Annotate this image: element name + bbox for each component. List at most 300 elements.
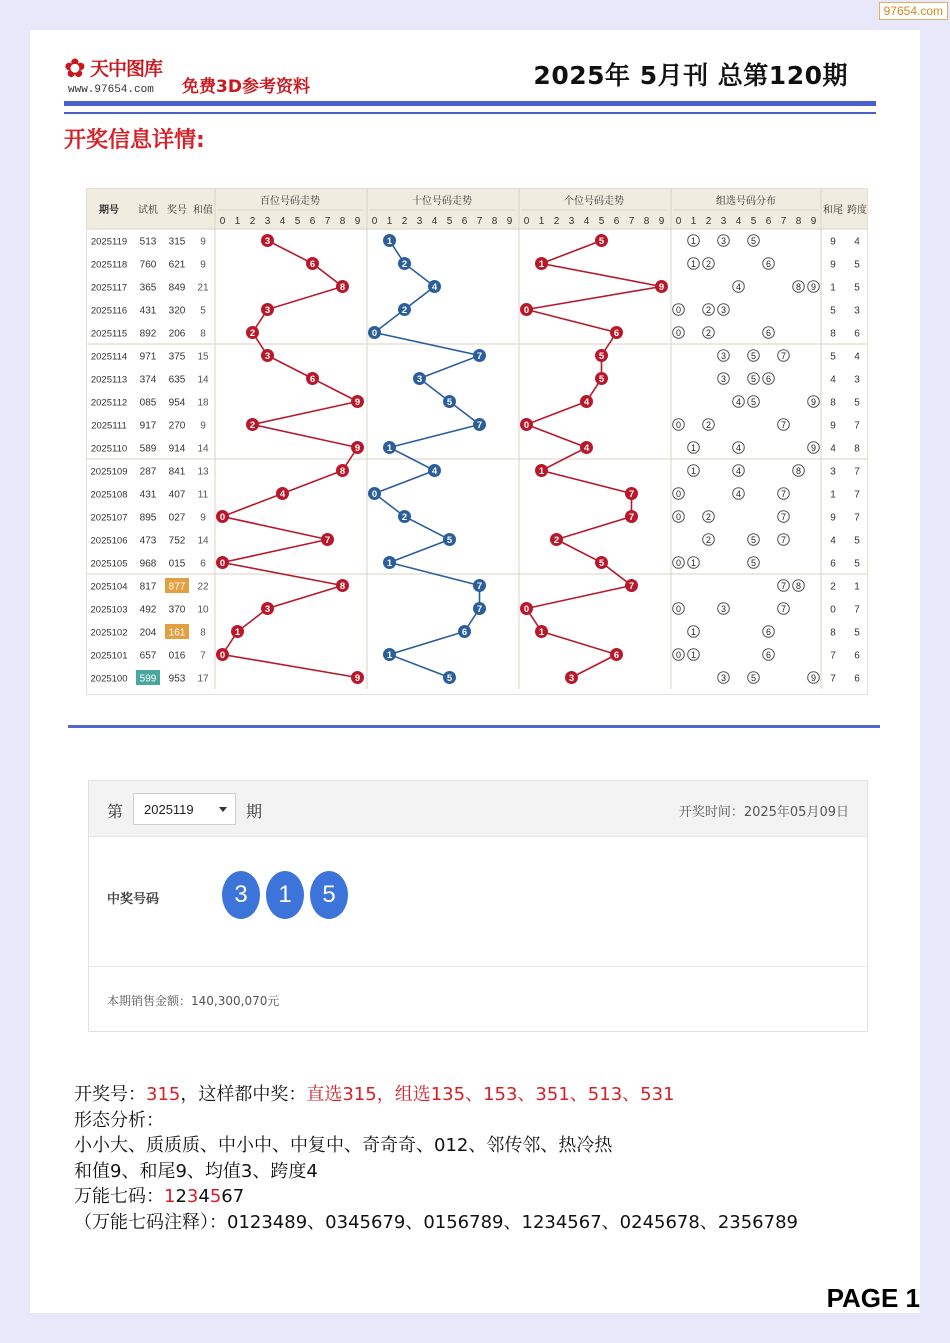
prize-ball: 3 <box>222 871 260 919</box>
cell-period: 2025101 <box>90 650 128 662</box>
prize-ball: 5 <box>310 871 348 919</box>
cell-trial: 431 <box>139 305 157 317</box>
group-mark-digit: 9 <box>810 282 817 292</box>
prize-number-label: 中奖号码 <box>107 892 160 907</box>
cell-period: 2025102 <box>90 627 128 639</box>
cell-sum: 17 <box>197 673 209 685</box>
seven-code <box>164 1186 244 1207</box>
cell-draw: 954 <box>168 397 186 409</box>
draw-lookup-panel <box>88 780 868 1032</box>
cell-sum: 9 <box>200 512 206 524</box>
cell-span: 5 <box>854 282 860 294</box>
group-mark-digit: 9 <box>810 443 817 453</box>
header-hundreds: 百位号码走势 <box>260 196 320 207</box>
group-mark-digit: 5 <box>750 535 757 545</box>
group-mark-digit: 5 <box>750 374 757 384</box>
group-mark-digit: 4 <box>735 489 742 499</box>
trend-ball-digit: 0 <box>371 489 378 500</box>
trend-ball-digit: 7 <box>476 604 483 615</box>
group-mark-digit: 4 <box>735 397 742 407</box>
trend-ball-digit: 9 <box>354 673 361 684</box>
cell-sum-tail: 9 <box>830 259 836 271</box>
header-sum-tail: 和尾 <box>823 205 843 216</box>
digit-header: 4 <box>735 216 742 227</box>
trend-ball-digit: 2 <box>401 259 408 270</box>
trend-ball-digit: 3 <box>568 673 575 684</box>
digit-header: 3 <box>416 216 423 227</box>
cell-span: 5 <box>854 558 860 570</box>
cell-sum-tail: 5 <box>830 305 836 317</box>
trend-ball-digit: 0 <box>219 558 226 569</box>
cell-sum: 9 <box>200 236 206 248</box>
winning-mid: ，这样都中奖： <box>180 1084 307 1105</box>
group-mark-digit: 3 <box>720 604 727 614</box>
trend-ball-digit: 3 <box>264 236 271 247</box>
cell-period: 2025104 <box>90 581 128 593</box>
cell-span: 5 <box>854 535 860 547</box>
cell-sum-tail: 7 <box>830 673 836 685</box>
cell-sum: 18 <box>197 397 209 409</box>
cell-span: 3 <box>854 374 860 386</box>
cell-trial: 365 <box>139 282 157 294</box>
period-select[interactable] <box>133 793 236 825</box>
cell-period: 2025111 <box>91 420 127 432</box>
trend-ball-digit: 1 <box>538 466 545 477</box>
winning-label: 开奖号： <box>74 1084 146 1105</box>
group-mark-digit: 0 <box>675 328 682 338</box>
group-mark-digit: 2 <box>705 259 712 269</box>
trend-ball-digit: 6 <box>461 627 468 638</box>
trend-ball-digit: 8 <box>339 466 346 477</box>
cell-period: 2025116 <box>90 305 128 317</box>
cell-sum-tail: 8 <box>830 328 836 340</box>
period-prefix: 第 <box>107 802 124 821</box>
header-trial: 试机 <box>138 205 158 216</box>
group-mark-digit: 7 <box>780 535 787 545</box>
trend-table <box>86 188 868 695</box>
header-units: 个位号码走势 <box>564 196 624 207</box>
digit-header: 0 <box>371 216 378 227</box>
cell-sum: 13 <box>197 466 209 478</box>
trend-ball-digit: 2 <box>553 535 560 546</box>
trend-ball-digit: 1 <box>386 443 393 454</box>
trend-ball-digit: 9 <box>354 397 361 408</box>
trend-ball-digit: 9 <box>658 282 665 293</box>
digit-header: 6 <box>613 216 620 227</box>
trend-ball-digit: 5 <box>598 351 605 362</box>
group-mark-digit: 6 <box>765 650 772 660</box>
group-mark-digit: 2 <box>705 512 712 522</box>
trend-ball-digit: 8 <box>339 282 346 293</box>
cell-sum: 11 <box>197 489 209 501</box>
analysis-line-form: 形态分析： <box>74 1109 164 1131</box>
cell-trial: 971 <box>139 351 157 363</box>
group-mark-digit: 2 <box>705 420 712 430</box>
page-number: PAGE 1 <box>826 1283 920 1313</box>
digit-header: 7 <box>628 216 635 227</box>
group-mark-digit: 6 <box>765 374 772 384</box>
cell-draw: 375 <box>168 351 186 363</box>
group-mark-digit: 4 <box>735 443 742 453</box>
header-span: 跨度 <box>847 205 867 216</box>
cell-sum-tail: 1 <box>830 489 836 501</box>
cell-sum: 7 <box>200 650 206 662</box>
group-mark-digit: 1 <box>690 650 697 660</box>
group-mark-digit: 3 <box>720 374 727 384</box>
cell-draw: 841 <box>168 466 186 478</box>
group-mark-digit: 9 <box>810 397 817 407</box>
cell-draw: 407 <box>168 489 186 501</box>
trend-ball-digit: 5 <box>446 397 453 408</box>
digit-header: 0 <box>219 216 226 227</box>
cell-span: 8 <box>854 443 860 455</box>
group-mark-digit: 1 <box>690 443 697 453</box>
cell-sum: 15 <box>197 351 209 363</box>
cell-span: 3 <box>854 305 860 317</box>
cell-sum-tail: 9 <box>830 512 836 524</box>
header-group: 组选号码分布 <box>716 196 776 207</box>
cell-span: 5 <box>854 397 860 409</box>
cell-draw: 320 <box>168 305 186 317</box>
group-mark-digit: 5 <box>750 236 757 246</box>
cell-sum: 9 <box>200 420 206 432</box>
header-tens: 十位号码走势 <box>412 196 472 207</box>
group-mark-digit: 5 <box>750 673 757 683</box>
group-mark-digit: 6 <box>765 627 772 637</box>
trend-ball-digit: 5 <box>598 558 605 569</box>
seven-code-digit: 2 <box>175 1186 187 1207</box>
group-mark-digit: 8 <box>795 581 802 591</box>
period-select-bar <box>89 781 867 837</box>
seven-code-digit: 1 <box>164 1186 176 1207</box>
magazine-page <box>30 30 920 1313</box>
cell-draw: 953 <box>168 673 186 685</box>
cell-span: 7 <box>854 489 860 501</box>
group-mark-digit: 1 <box>690 236 697 246</box>
analysis-line-seven-notes: （万能七码注释）：0123489、0345679、0156789、1234567、0245678、2356789 <box>74 1211 798 1233</box>
group-mark-digit: 4 <box>735 282 742 292</box>
trend-ball-digit: 5 <box>446 673 453 684</box>
cell-sum-tail: 9 <box>830 420 836 432</box>
cell-sum-tail: 4 <box>830 443 836 455</box>
digit-header: 5 <box>598 216 605 227</box>
group-mark-digit: 7 <box>780 489 787 499</box>
cell-sum-tail: 9 <box>830 236 836 248</box>
cell-draw: 015 <box>168 558 186 570</box>
group-mark-digit: 5 <box>750 558 757 568</box>
trend-ball-digit: 7 <box>628 512 635 523</box>
cell-sum-tail: 3 <box>830 466 836 478</box>
cell-period: 2025112 <box>90 397 128 409</box>
trend-chart-svg <box>87 189 867 694</box>
trend-ball-digit: 8 <box>339 581 346 592</box>
cell-span: 6 <box>854 650 860 662</box>
cell-sum-tail: 4 <box>830 535 836 547</box>
trend-ball-digit: 5 <box>598 374 605 385</box>
digit-header: 4 <box>583 216 590 227</box>
cell-trial: 204 <box>139 627 157 639</box>
seven-code-digit: 3 <box>186 1186 199 1207</box>
group-mark-digit: 0 <box>675 305 682 315</box>
trend-ball-digit: 3 <box>264 351 271 362</box>
digit-header: 5 <box>294 216 301 227</box>
analysis-block <box>74 1082 798 1235</box>
cell-sum: 9 <box>200 259 206 271</box>
cell-draw: 635 <box>168 374 186 386</box>
cell-sum: 8 <box>200 627 206 639</box>
digit-header: 9 <box>658 216 665 227</box>
cell-trial: 287 <box>139 466 157 478</box>
group-mark-digit: 7 <box>780 604 787 614</box>
cell-trial: 492 <box>139 604 157 616</box>
digit-header: 7 <box>780 216 787 227</box>
cell-period: 2025110 <box>90 443 128 455</box>
digit-header: 2 <box>553 216 560 227</box>
cell-draw: 270 <box>168 420 186 432</box>
cell-sum: 14 <box>197 535 209 547</box>
group-mark-digit: 7 <box>780 420 787 430</box>
group-mark-digit: 1 <box>690 259 697 269</box>
cell-period: 2025115 <box>90 328 128 340</box>
group-mark-digit: 0 <box>675 558 682 568</box>
sales-amount: 本期销售金额：140,300,070元 <box>107 994 280 1008</box>
cell-sum-tail: 7 <box>830 650 836 662</box>
cell-span: 5 <box>854 627 860 639</box>
cell-draw: 752 <box>168 535 186 547</box>
cell-sum-tail: 8 <box>830 397 836 409</box>
digit-header: 1 <box>386 216 393 227</box>
cell-span: 7 <box>854 604 860 616</box>
cell-sum-tail: 2 <box>830 581 836 593</box>
group-mark-digit: 3 <box>720 673 727 683</box>
group-mark-digit: 9 <box>810 673 817 683</box>
trend-ball-digit: 4 <box>431 466 438 477</box>
trend-ball-digit: 1 <box>538 627 545 638</box>
cell-trial: 817 <box>139 581 157 593</box>
digit-header: 6 <box>309 216 316 227</box>
digit-header: 8 <box>491 216 498 227</box>
digit-header: 9 <box>354 216 361 227</box>
cell-trial: 374 <box>139 374 157 386</box>
digit-header: 7 <box>476 216 483 227</box>
cell-period: 2025113 <box>90 374 128 386</box>
winning-combos: 直选315，组选135、153、351、513、531 <box>306 1084 675 1105</box>
digit-header: 8 <box>339 216 346 227</box>
cell-span: 5 <box>854 259 860 271</box>
trend-ball-digit: 0 <box>371 328 378 339</box>
group-mark-digit: 8 <box>795 282 802 292</box>
cell-period: 2025118 <box>90 259 128 271</box>
cell-period: 2025105 <box>90 558 128 570</box>
trend-ball-digit: 3 <box>264 305 271 316</box>
digit-header: 6 <box>461 216 468 227</box>
cell-trial: 085 <box>139 397 157 409</box>
cell-period: 2025107 <box>90 512 128 524</box>
group-mark-digit: 7 <box>780 351 787 361</box>
cell-sum: 8 <box>200 328 206 340</box>
digit-header: 8 <box>643 216 650 227</box>
cell-sum: 14 <box>197 443 209 455</box>
cell-sum-tail: 4 <box>830 374 836 386</box>
trend-ball-digit: 1 <box>386 558 393 569</box>
group-mark-digit: 5 <box>750 351 757 361</box>
trend-ball-digit: 7 <box>324 535 331 546</box>
section-divider <box>68 725 880 728</box>
cell-sum: 14 <box>197 374 209 386</box>
group-mark-digit: 8 <box>795 466 802 476</box>
digit-header: 1 <box>234 216 241 227</box>
trend-ball-digit: 2 <box>401 512 408 523</box>
digit-header: 9 <box>810 216 817 227</box>
digit-header: 5 <box>750 216 757 227</box>
trend-ball-digit: 2 <box>249 328 256 339</box>
trend-ball-digit: 1 <box>386 236 393 247</box>
cell-span: 7 <box>854 420 860 432</box>
cell-trial: 895 <box>139 512 157 524</box>
trend-ball-digit: 0 <box>523 604 530 615</box>
cell-draw: 849 <box>168 282 186 294</box>
cell-draw: 027 <box>168 512 186 524</box>
group-mark-digit: 0 <box>675 512 682 522</box>
seven-code-digit: 5 <box>209 1186 222 1207</box>
group-mark-digit: 3 <box>720 305 727 315</box>
digit-header: 7 <box>324 216 331 227</box>
group-mark-digit: 4 <box>735 466 742 476</box>
section-heading: 开奖信息详情: <box>64 128 205 153</box>
trend-ball-digit: 7 <box>628 489 635 500</box>
trend-ball-digit: 7 <box>476 351 483 362</box>
cell-span: 1 <box>854 581 860 593</box>
group-mark-digit: 6 <box>765 259 772 269</box>
trend-ball-digit: 7 <box>476 581 483 592</box>
header-sum: 和值 <box>193 205 213 216</box>
cell-draw: 016 <box>168 650 186 662</box>
trend-ball-digit: 1 <box>234 627 241 638</box>
header-subtitle: 免费3D参考资料 <box>182 77 310 97</box>
trend-ball-digit: 4 <box>431 282 438 293</box>
seven-code-digit: 6 <box>221 1186 233 1207</box>
cell-trial: 968 <box>139 558 157 570</box>
trend-ball-digit: 6 <box>309 259 316 270</box>
logo-icon: ✿ <box>64 54 86 84</box>
group-mark-digit: 0 <box>675 604 682 614</box>
cell-span: 6 <box>854 673 860 685</box>
digit-header: 1 <box>690 216 697 227</box>
group-mark-digit: 1 <box>690 627 697 637</box>
cell-draw: 914 <box>168 443 186 455</box>
site-watermark: 97654.com <box>879 2 948 20</box>
group-mark-digit: 0 <box>675 650 682 660</box>
trend-ball-digit: 3 <box>416 374 423 385</box>
group-mark-digit: 3 <box>720 236 727 246</box>
trend-ball-digit: 1 <box>538 259 545 270</box>
group-mark-digit: 0 <box>675 489 682 499</box>
cell-span: 4 <box>854 351 860 363</box>
digit-header: 4 <box>279 216 286 227</box>
cell-trial: 589 <box>139 443 157 455</box>
analysis-line-patterns: 小小大、质质质、中小中、中复中、奇奇奇、012、邻传邻、热冷热 <box>74 1135 613 1156</box>
trend-ball-digit: 2 <box>401 305 408 316</box>
analysis-line-sums: 和值9、和尾9、均值3、跨度4 <box>74 1160 318 1182</box>
cell-sum: 22 <box>197 581 209 593</box>
prize-ball: 1 <box>266 871 304 919</box>
cell-sum-tail: 5 <box>830 351 836 363</box>
trend-ball-digit: 9 <box>354 443 361 454</box>
group-mark-digit: 2 <box>705 305 712 315</box>
cell-draw: 621 <box>168 259 186 271</box>
analysis-line-winning <box>74 1082 798 1108</box>
cell-draw: 161 <box>168 627 186 639</box>
cell-draw: 206 <box>168 328 186 340</box>
cell-trial: 657 <box>139 650 157 662</box>
seven-code-digit: 4 <box>198 1186 210 1207</box>
prize-balls <box>222 871 348 919</box>
digit-header: 1 <box>538 216 545 227</box>
chevron-down-icon <box>219 807 227 812</box>
digit-header: 2 <box>705 216 712 227</box>
cell-trial: 760 <box>139 259 157 271</box>
digit-header: 0 <box>523 216 530 227</box>
group-mark-digit: 2 <box>705 535 712 545</box>
trend-ball-digit: 1 <box>386 650 393 661</box>
header-rule <box>64 101 876 106</box>
period-suffix: 期 <box>246 802 263 821</box>
cell-trial: 892 <box>139 328 157 340</box>
winning-number: 315 <box>146 1084 181 1105</box>
cell-period: 2025103 <box>90 604 128 616</box>
cell-sum: 21 <box>197 282 209 294</box>
group-mark-digit: 2 <box>705 328 712 338</box>
trend-ball-digit: 6 <box>613 328 620 339</box>
digit-header: 2 <box>249 216 256 227</box>
logo-url: www.97654.com <box>68 84 154 96</box>
cell-span: 6 <box>854 328 860 340</box>
site-logo[interactable] <box>64 50 184 100</box>
panel-separator <box>89 966 867 967</box>
cell-trial: 917 <box>139 420 157 432</box>
cell-sum-tail: 6 <box>830 558 836 570</box>
draw-time: 开奖时间：2025年05月09日 <box>678 805 849 820</box>
group-mark-digit: 1 <box>690 466 697 476</box>
cell-period: 2025119 <box>90 236 128 248</box>
cell-draw: 315 <box>168 236 186 248</box>
cell-period: 2025100 <box>90 673 128 685</box>
cell-trial: 473 <box>139 535 157 547</box>
cell-draw: 877 <box>168 581 186 593</box>
cell-span: 4 <box>854 236 860 248</box>
trend-ball-digit: 6 <box>613 650 620 661</box>
header-draw: 奖号 <box>167 205 187 216</box>
cell-span: 7 <box>854 512 860 524</box>
group-mark-digit: 6 <box>765 328 772 338</box>
group-mark-digit: 7 <box>780 581 787 591</box>
digit-header: 3 <box>264 216 271 227</box>
digit-header: 2 <box>401 216 408 227</box>
seven-code-digit: 7 <box>232 1186 245 1207</box>
cell-sum: 5 <box>200 305 206 317</box>
cell-sum-tail: 1 <box>830 282 836 294</box>
trend-ball-digit: 4 <box>583 397 590 408</box>
digit-header: 4 <box>431 216 438 227</box>
trend-ball-digit: 4 <box>279 489 286 500</box>
digit-header: 0 <box>675 216 682 227</box>
digit-header: 9 <box>506 216 513 227</box>
trend-ball-digit: 5 <box>598 236 605 247</box>
group-mark-digit: 0 <box>675 420 682 430</box>
cell-sum-tail: 0 <box>830 604 836 616</box>
cell-period: 2025109 <box>90 466 128 478</box>
trend-ball-digit: 0 <box>523 420 530 431</box>
